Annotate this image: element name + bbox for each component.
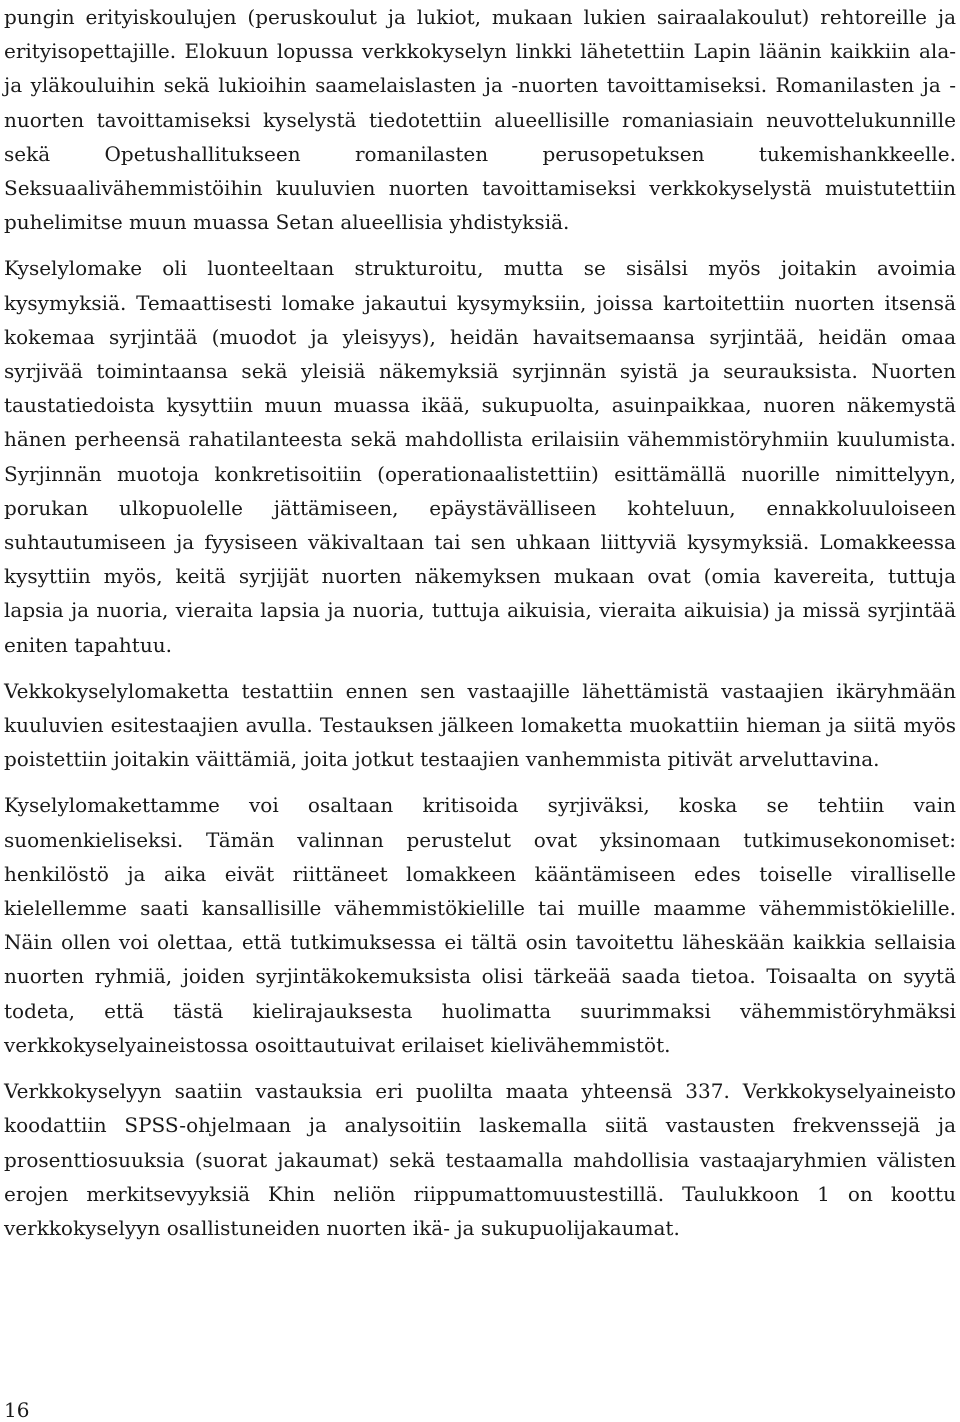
paragraph-questionnaire-structure: Kyselylomake oli luonteeltaan strukturoitu, mutta se sisälsi myös joitakin avoimia kysymyksiä. Temaattisesti lomake jakautui kysymyksiin, joissa kartoitettiin nuorten itsensä kokemaa syrjintää (muodot ja yleisyys), heidän havaitsemaansa syrjintää, heidän omaa syrjivää toimintaansa sekä yleisiä näkemyksiä syrjinnän syistä ja seurauksista. Nuorten taustatiedoista kysyttiin muun muassa ikää, sukupuolta, asuinpaikkaa, nuoren näkemystä hänen perheensä rahatilanteesta sekä mahdollista erilaisiin vähemmistöryhmiin kuulumista. Syrjinnän muotoja konkretisoitiin (operationaalistettiin) esittämällä nuorille nimittelyyn, porukan ulkopuolelle jättämiseen, epäystävälliseen kohteluun, ennakkoluuloiseen suhtautumiseen ja fyysiseen väkivaltaan tai sen uhkaan liittyviä kysymyksiä. Lomakkeessa kysyttiin myös, keitä syrjijät nuorten näkemyksen mukaan ovat (omia kavereita, tuttuja lapsia ja nuoria, vieraita lapsia ja nuoria, tuttuja aikuisia, vieraita aikuisia) ja missä syrjintää eniten tapahtuu. [4,256,956,657]
paragraph-language-limitation: Kyselylomakettamme voi osaltaan kritisoida syrjiväksi, koska se tehtiin vain suomenkieliseksi. Tämän valinnan perustelut ovat yksinomaan tutkimusekonomiset: henkilöstö ja aika eivät riittäneet lomakkeen kääntämiseen edes toiselle viralliselle kielellemme saati kansallisille vähemmistökielille tai muille maamme vähemmistökielille. Näin ollen voi olettaa, että tutkimuksessa ei tältä osin tavoitettu läheskään kaikkia sellaisia nuorten ryhmiä, joiden syrjintäkokemuksista olisi tärkeää saada tietoa. Toisaalta on syytä todeta, että tästä kielirajauksesta huolimatta suurimmaksi vähemmistöryhmäksi verkkokyselyaineistossa osoittautuivat erilaiset kielivähemmistöt. [4,793,956,1057]
paragraph-questionnaire-testing: Vekkokyselylomaketta testattiin ennen sen vastaajille lähettämistä vastaajien ikäryhmään kuuluvien esitestaajien avulla. Testauksen jälkeen lomaketta muokattiin hieman ja siitä myös poistettiin joitakin väittämiä, joita jotkut testaajien vanhemmista pitivät arveluttavina. [4,678,956,772]
paragraph-survey-distribution: pungin erityiskoulujen (peruskoulut ja lukiot, mukaan lukien sairaalakoulut) rehtoreille ja erityisopettajille. Elokuun lopussa verkkokyselyn linkki lähetettiin Lapin läänin kaikkiin ala- ja yläkouluihin sekä lukioihin saamelaislasten ja -nuorten tavoittamiseksi. Romanilasten ja -nuorten tavoittamiseksi kyselystä tiedotettiin alueellisille romaniasiain neuvottelukunnille sekä Opetushallitukseen romanilasten perusopetuksen tukemishankkeelle. Seksuaalivähemmistöihin kuuluvien nuorten tavoittamiseksi verkkokyselystä muistutettiin puhelimitse muun muassa Setan alueellisia yhdistyksiä. [4,5,956,235]
page-body [4,0,956,1245]
paragraph-data-analysis: Verkkokyselyyn saatiin vastauksia eri puolilta maata yhteensä 337. Verkkokyselyaineisto koodattiin SPSS-ohjelmaan ja analysoitiin laskemalla siitä vastausten frekvenssejä ja prosenttiosuuksia (suorat jakaumat) sekä testaamalla mahdollisia vastaajaryhmien välisten erojen merkitsevyyksiä Khin neliön riippumattomuustestillä. Taulukkoon 1 on koottu verkkokyselyyn osallistuneiden nuorten ikä- ja sukupuolijakaumat. [4,1079,956,1240]
page-number: 16 [4,1398,30,1422]
